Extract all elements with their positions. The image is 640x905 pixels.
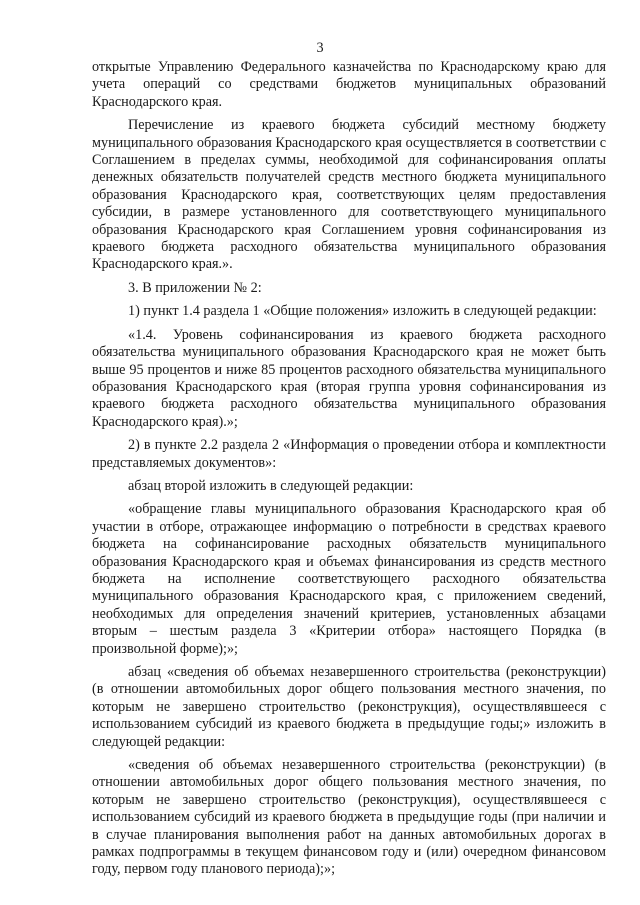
paragraph-4: 1) пункт 1.4 раздела 1 «Общие положения» изложить в следующей редакции: bbox=[128, 303, 597, 320]
paragraph-2: Перечисление из краевого бюджета субсидий местному бюджету муниципального образования Краснодарского края осуществляется в соответствии с Соглашением в пределах суммы, необходимой для софинансирования оплаты денежных обязательств получателей средств местного бюджета муниципального образования Краснодарского края, соответствующих целям предоставления субсидии, в размере установленного для соответствующего муниципального образования Краснодарского края Соглашением уровня софинансирования из краевого бюджета расходного обязательства муниципального образования Краснодарского края.». bbox=[92, 117, 606, 273]
paragraph-6: 2) в пункте 2.2 раздела 2 «Информация о проведении отбора и комплектности представляемых документов»: bbox=[92, 437, 606, 471]
paragraph-8: «обращение главы муниципального образования Краснодарского края об участии в отборе, отражающее информацию о потребности в средствах краевого бюджета на софинансирование расходных обязательств муниципального образования Краснодарского края и объемах финансирования из средств местного бюджета на исполнение соответствующего расходного обязательства муниципального образования Краснодарского края, с приложением сведений, необходимых для определения значений критериев, установленных абзацами вторым – шестым раздела 3 «Критерии отбора» настоящего Порядка (в произвольной форме);»; bbox=[92, 501, 606, 657]
paragraph-10: «сведения об объемах незавершенного строительства (реконструкции) (в отношении автомобильных дорог общего пользования местного значения, по которым не завершено строительство (реконструкция), осуществлявшееся с использованием субсидий из краевого бюджета в предыдущие годы (при наличии и в случае планирования выполнения работ на данных автомобильных дорогах в рамках подпрограммы в текущем финансовом году и (или) очередном финансовом году, первом году планового периода);»; bbox=[92, 757, 606, 878]
paragraph-5: «1.4. Уровень софинансирования из краевого бюджета расходного обязательства муниципального образования Краснодарского края не может быть выше 95 процентов и ниже 85 процентов расходного обязательства муниципального образования Краснодарского края (вторая группа уровня софинансирования из краевого бюджета расходного обязательства муниципального образования Краснодарского края).»; bbox=[92, 326, 606, 430]
paragraph-1: открытые Управлению Федерального казначейства по Краснодарскому краю для учета операций со средствами бюджетов муниципальных образований Краснодарского края. bbox=[92, 59, 606, 110]
page-number: 3 bbox=[316, 40, 324, 56]
paragraph-3: 3. В приложении № 2: bbox=[128, 279, 262, 296]
paragraph-9: абзац «сведения об объемах незавершенного строительства (реконструкции) (в отношении автомобильных дорог общего пользования местного значения, по которым не завершено строительство (реконструкция), осуществлявшееся с использованием субсидий из краевого бюджета в предыдущие годы;» изложить в следующей редакции: bbox=[92, 664, 606, 750]
paragraph-7: абзац второй изложить в следующей редакции: bbox=[128, 477, 414, 494]
document-body bbox=[92, 59, 606, 885]
